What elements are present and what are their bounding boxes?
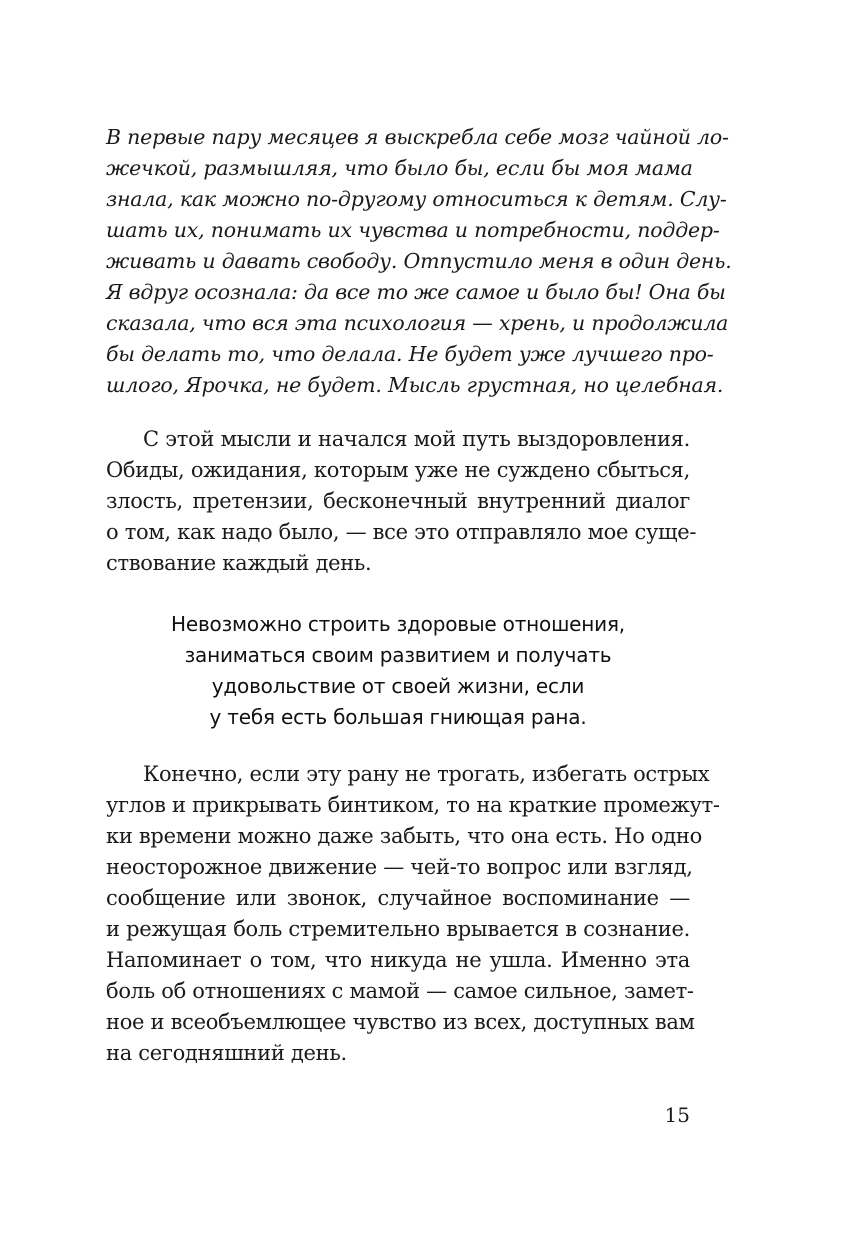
body-paragraph-2 [106,759,720,1069]
text-line: В первые пару месяцев я выскребла себе мозг чайной ло- [106,125,729,149]
text-line: неосторожное движение — чей-то вопрос или взгляд, [106,855,693,879]
text-line: ки времени можно даже забыть, что она есть. Но одно [106,824,702,848]
text-line: шлого, Ярочка, не будет. Мысль грустная, но целебная. [106,373,724,397]
quote-line: удовольствие от своей жизни, если [211,674,585,698]
quote-line: заниматься своим развитием и получать [184,643,612,667]
text-line: Я вдруг осознала: да все то же самое и было бы! Она бы [106,280,726,304]
pull-quote [106,609,690,733]
text-line: знала, как можно по-другому относиться к детям. Слу- [106,187,727,211]
quote-line: Невозможно строить здоровые отношения, [171,612,625,636]
text-line: на сегодняшний день. [106,1041,347,1065]
text-line: и режущая боль стремительно врывается в сознание. [106,917,690,941]
text-line: ствование каждый день. [106,551,372,575]
text-line: боль об отношениях с мамой — самое сильное, замет- [106,979,694,1003]
text-line: злость, претензии, бесконечный внутренний диалог [106,489,690,513]
text-line: Конечно, если эту рану не трогать, избегать острых [143,762,710,786]
text-line: Обиды, ожидания, которым уже не суждено сбыться, [106,458,690,482]
text-line: живать и давать свободу. Отпустило меня в один день. [106,249,732,273]
text-line: углов и прикрывать бинтиком, то на краткие промежут- [106,793,720,817]
italic-paragraph [106,122,732,401]
quote-line: у тебя есть большая гниющая рана. [209,705,587,729]
text-line: бы делать то, что делала. Не будет уже лучшего про- [106,342,714,366]
text-line: сообщение или звонок, случайное воспоминание — [106,886,690,910]
text-line: ное и всеобъемлющее чувство из всех, доступных вам [106,1010,695,1034]
text-line: сказала, что вся эта психология — хрень, и продолжила [106,311,729,335]
text-line: С этой мысли и начался мой путь выздоровления. [143,427,690,451]
body-paragraph-1 [106,424,697,579]
page-number: 15 [664,1103,690,1127]
text-line: о том, как надо было, — все это отправляло мое суще- [106,520,697,544]
text-line: жечкой, размышляя, что было бы, если бы моя мама [106,156,693,180]
text-line: Напоминает о том, что никуда не ушла. Именно эта [106,948,690,972]
text-line: шать их, понимать их чувства и потребности, поддер- [106,218,720,242]
